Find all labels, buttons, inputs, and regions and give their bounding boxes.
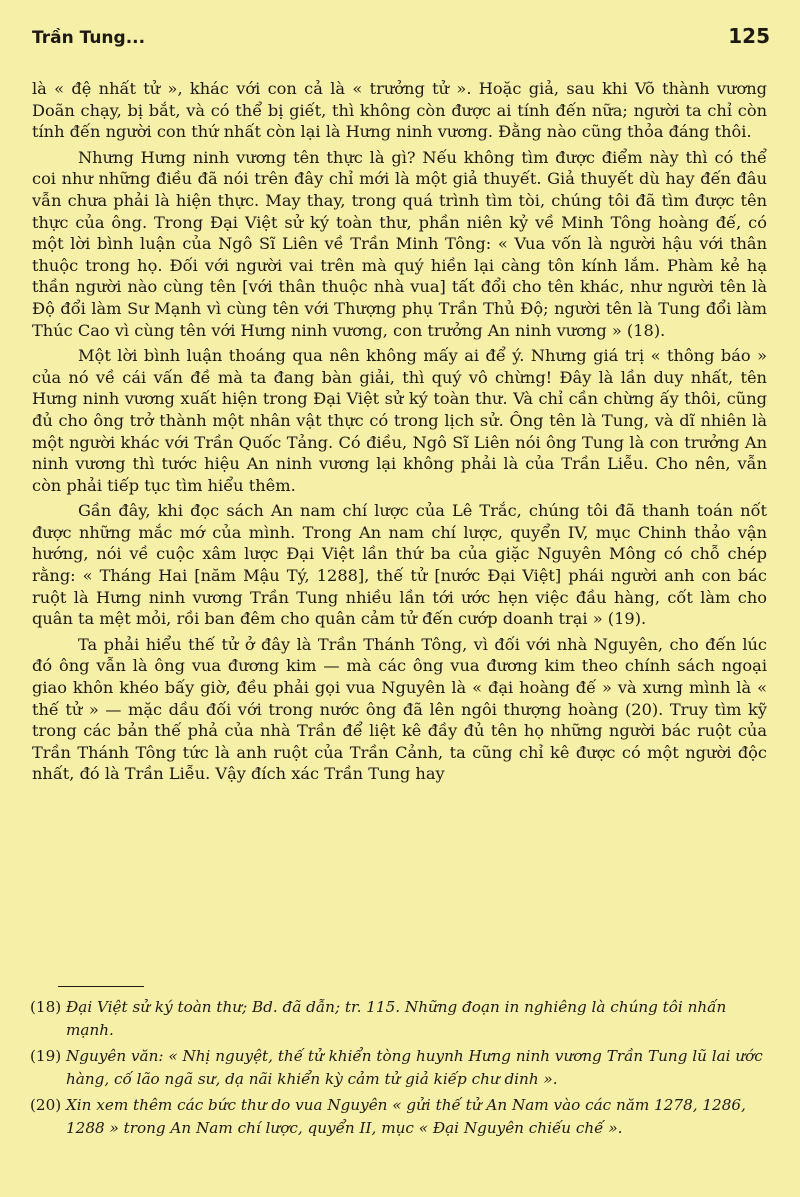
footnote: [30, 996, 768, 1041]
footnote-divider: [58, 986, 144, 987]
paragraph: Nhưng Hưng ninh vương tên thực là gì? Nếu không tìm được điểm này thì có thể coi như những điều đã nói trên đây chỉ mới là một giả thuyết. Giả thuyết dù hay đến đâu vẫn chưa phải là hiện thực. May thay, trong quá trình tìm tòi, chúng tôi đã tìm được tên thực của ông. Trong Đại Việt sử ký toàn thư, phần niên kỷ về Minh Tông hoàng đế, có một lời bình luận của Ngô Sĩ Liên về Trần Minh Tông: « Vua vốn là người hậu với thân thuộc trong họ. Đối với người vai trên mà quý hiền lại càng tôn kính lắm. Phàm kẻ hạ thần người nào cùng tên [với thân thuộc nhà vua] tất đổi cho tên khác, như người tên là Độ đổi làm Sư Mạnh vì cùng tên với Thượng phụ Trần Thủ Độ; người tên là Tung đổi làm Thúc Cao vì cùng tên với Hưng ninh vương, con trưởng An ninh vương » (18).: [32, 147, 767, 340]
footnote-text: Nguyên văn: « Nhị nguyệt, thế tử khiển tòng huynh Hưng ninh vương Trần Tung lũ lai ước hàng, cố lão ngã sư, dạ nãi khiển kỳ cảm tử giả kiếp chư dinh ».: [66, 1047, 763, 1088]
footnote-text: Xin xem thêm các bức thư do vua Nguyên « gửi thế tử An Nam vào các năm 1278, 1286, 1288 » trong An Nam chí lược, quyển II, mục « Đại Nguyên chiếu chế ».: [66, 1096, 746, 1137]
paragraph: Một lời bình luận thoáng qua nên không mấy ai để ý. Nhưng giá trị « thông báo » của nó về cái vấn đề mà ta đang bàn giải, thì quý vô chừng! Đây là lần duy nhất, tên Hưng ninh vương xuất hiện trong Đại Việt sử ký toàn thư. Và chỉ cần chừng ấy thôi, cũng đủ cho ông trở thành một nhân vật thực có trong lịch sử. Ông tên là Tung, và dĩ nhiên là một người khác với Trần Quốc Tảng. Có điều, Ngô Sĩ Liên nói ông Tung là con trưởng An ninh vương thì tước hiệu An ninh vương lại không phải là của Trần Liễu. Cho nên, vẫn còn phải tiếp tục tìm hiểu thêm.: [32, 346, 767, 495]
paragraph: Ta phải hiểu thế tử ở đây là Trần Thánh Tông, vì đối với nhà Nguyên, cho đến lúc đó ông vẫn là ông vua đương kim — mà các ông vua đương kim theo chính sách ngoại giao khôn khéo bấy giờ, đều phải gọi vua Nguyên là « đại hoàng đế » và xưng mình là « thế tử » — mặc dầu đối với trong nước ông đã lên ngôi thượng hoàng (20). Truy tìm kỹ trong các bản thế phả của nhà Trần để liệt kê đầy đủ tên họ những người bác ruột của Trần Thánh Tông tức là anh ruột của Trần Cảnh, ta cũng chỉ kê được có một người độc nhất, đó là Trần Liễu. Vậy đích xác Trần Tung hay: [32, 634, 767, 784]
body-text: [32, 78, 767, 789]
footnote: [30, 1045, 768, 1090]
page-header: [0, 24, 800, 52]
paragraph: Gần đây, khi đọc sách An nam chí lược của Lê Trắc, chúng tôi đã thanh toán nốt được những mắc mớ của mình. Trong An nam chí lược, quyển IV, mục Chinh thảo vận hướng, nói về cuộc xâm lược Đại Việt lần thứ ba của giặc Nguyên Mông có chỗ chép rằng: « Tháng Hai [năm Mậu Tý, 1288], thế tử [nước Đại Việt] phái người anh con bác ruột là Hưng ninh vương Trần Tung nhiều lần tới ước hẹn việc đầu hàng, cốt làm cho quân ta mệt mỏi, rồi ban đêm cho quân cảm tử đến cướp doanh trại » (19).: [32, 501, 767, 629]
footnote-number: (18): [30, 998, 62, 1016]
footnote-number: (20): [30, 1096, 62, 1115]
footnote-text: Đại Việt sử ký toàn thư; Bd. đã dẫn; tr. 115. Những đoạn in nghiêng là chúng tôi nhấn mạnh.: [66, 998, 727, 1039]
footnote: [30, 1094, 768, 1139]
footnotes: [30, 996, 768, 1144]
paragraph: là « đệ nhất tử », khác với con cả là « trưởng tử ». Hoặc giả, sau khi Võ thành vương Doãn chạy, bị bắt, và có thể bị giết, thì không còn được ai tính đến nữa; người ta chỉ còn tính đến người con thứ nhất còn lại là Hưng ninh vương. Đằng nào cũng thỏa đáng thôi.: [32, 79, 767, 142]
running-title: Trần Tung...: [32, 28, 146, 48]
page-number: 125: [728, 24, 770, 48]
footnote-number: (19): [30, 1047, 62, 1066]
